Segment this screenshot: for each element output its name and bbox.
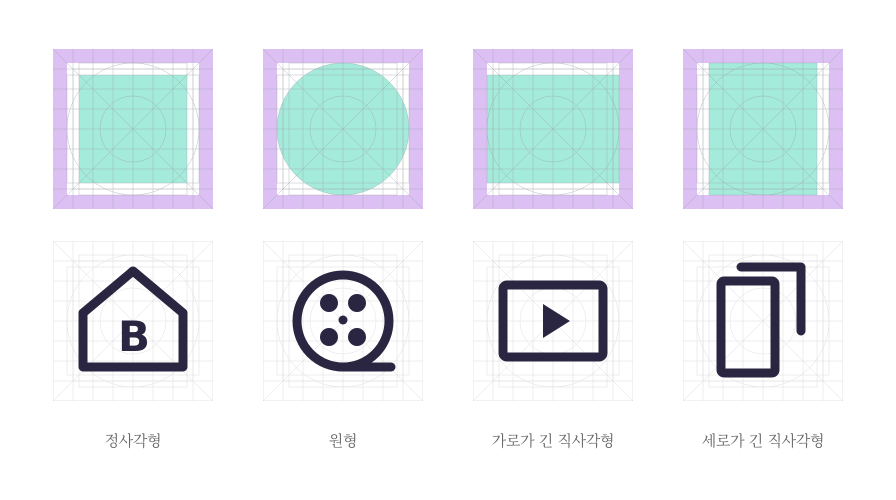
icon-example-circle [263,241,423,401]
label-circle: 원형 [328,432,358,450]
keyline-template-circle [263,49,423,209]
keyline-template-square [53,49,213,209]
keyline-template-landscape [473,49,633,209]
icon-example-landscape [473,241,633,401]
home-b-letter: B [117,312,151,361]
label-portrait: 세로가 긴 직사각형 [701,432,825,450]
label-square: 정사각형 [104,432,162,450]
label-landscape: 가로가 긴 직사각형 [491,432,615,450]
keyline-template-portrait [683,49,843,209]
icon-example-portrait [683,241,843,401]
icon-example-square [53,241,213,401]
